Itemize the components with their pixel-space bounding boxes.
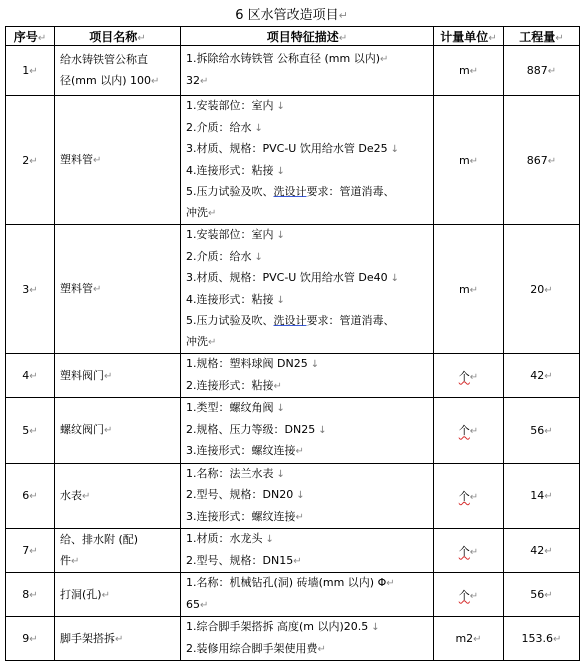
cell-qty bbox=[504, 96, 580, 225]
desc-line bbox=[186, 398, 433, 420]
seq-text: 6 bbox=[22, 489, 30, 503]
cell-seq bbox=[6, 463, 55, 529]
seq-text: 5 bbox=[22, 423, 30, 437]
desc-text: 3.材质、规格：PVC-U 饮用给水管 De25 bbox=[186, 142, 388, 155]
desc-text: 2.介质：给水 bbox=[186, 120, 252, 134]
desc-text: 要求：管道消毒、 bbox=[306, 314, 395, 327]
paragraph-mark-icon: ↵ bbox=[93, 284, 102, 295]
paragraph-mark-icon: ↵ bbox=[544, 590, 553, 601]
table-row bbox=[6, 225, 580, 354]
cell-name bbox=[55, 617, 181, 661]
desc-line bbox=[186, 161, 433, 183]
seq-text: 2 bbox=[22, 153, 30, 167]
unit-text: m bbox=[458, 153, 470, 167]
name-line: 塑料阀门↵ bbox=[60, 368, 113, 382]
desc-text: 要求：管道消毒、 bbox=[306, 185, 395, 198]
qty-text: 20 bbox=[530, 282, 545, 296]
line-break-arrow-icon: ↓ bbox=[276, 230, 285, 241]
document-title-text: 6 区水管改造项目 bbox=[235, 8, 339, 23]
desc-line bbox=[186, 225, 433, 247]
cell-seq bbox=[6, 529, 55, 573]
paragraph-mark-icon: ↵ bbox=[71, 556, 80, 567]
cell-desc bbox=[181, 96, 434, 225]
name-line: 塑料管↵ bbox=[60, 282, 102, 295]
line-break-arrow-icon: ↓ bbox=[265, 534, 274, 545]
paragraph-mark-icon: ↵ bbox=[469, 66, 479, 77]
document-title bbox=[0, 4, 583, 23]
desc-line bbox=[186, 290, 433, 312]
desc-line bbox=[186, 139, 433, 161]
paragraph-mark-icon: ↵ bbox=[544, 491, 553, 503]
desc-text: 5.压力试验及吹、 bbox=[186, 185, 274, 198]
cell-qty bbox=[504, 46, 580, 96]
cell-unit bbox=[434, 225, 504, 354]
line-break-arrow-icon: ↓ bbox=[254, 251, 263, 263]
cell-seq bbox=[6, 398, 55, 464]
desc-line bbox=[186, 507, 433, 529]
paragraph-mark-icon: ↵ bbox=[29, 546, 38, 557]
cell-seq bbox=[6, 617, 55, 661]
desc-text: 3.连接形式：螺纹连接 bbox=[186, 509, 296, 523]
unit-text: 个 bbox=[458, 424, 470, 438]
line-break-arrow-icon: ↓ bbox=[276, 468, 285, 480]
table-row bbox=[6, 529, 580, 573]
desc-line bbox=[186, 420, 433, 442]
cell-qty bbox=[504, 617, 580, 661]
paragraph-mark-icon: ↵ bbox=[544, 284, 553, 296]
cell-unit bbox=[434, 617, 504, 661]
table-row bbox=[6, 46, 580, 96]
paragraph-mark-icon: ↵ bbox=[200, 75, 209, 87]
line-break-arrow-icon: ↓ bbox=[310, 359, 320, 370]
paragraph-mark-icon: ↵ bbox=[544, 425, 553, 437]
seq-text: 4 bbox=[22, 369, 30, 382]
desc-line bbox=[186, 203, 433, 225]
desc-text: 2.型号、规格：DN20 bbox=[186, 488, 294, 501]
line-break-arrow-icon: ↓ bbox=[371, 622, 380, 633]
paragraph-mark-icon: ↵ bbox=[469, 284, 479, 296]
desc-line bbox=[186, 354, 433, 376]
desc-line bbox=[186, 49, 433, 71]
paragraph-mark-icon: ↵ bbox=[29, 155, 38, 167]
table-row bbox=[6, 573, 580, 617]
project-table bbox=[5, 26, 580, 661]
table-body bbox=[6, 46, 580, 661]
paragraph-mark-icon: ↵ bbox=[29, 590, 38, 601]
paragraph-mark-icon: ↵ bbox=[29, 371, 38, 382]
cell-seq bbox=[6, 46, 55, 96]
paragraph-mark-icon: ↵ bbox=[29, 491, 38, 503]
cell-seq bbox=[6, 573, 55, 617]
line-break-arrow-icon: ↓ bbox=[318, 424, 327, 436]
qty-text: 153.6 bbox=[521, 632, 554, 645]
qty-text: 42 bbox=[530, 544, 545, 557]
line-break-arrow-icon: ↓ bbox=[276, 101, 285, 112]
table-row bbox=[6, 617, 580, 661]
cell-unit bbox=[434, 398, 504, 464]
desc-text: 1.名称：法兰水表 bbox=[186, 466, 274, 480]
paragraph-mark-icon: ↵ bbox=[93, 155, 102, 166]
paragraph-mark-icon: ↵ bbox=[208, 336, 217, 348]
paragraph-mark-icon: ↵ bbox=[208, 207, 217, 219]
cell-desc bbox=[181, 354, 434, 398]
desc-line bbox=[186, 311, 433, 332]
desc-text: 4.连接形式：粘接 bbox=[186, 292, 274, 306]
desc-text: 65 bbox=[186, 597, 200, 611]
desc-line bbox=[186, 485, 433, 507]
desc-text: 1.安装部位：室内 bbox=[186, 99, 274, 112]
desc-line bbox=[186, 464, 433, 486]
line-break-arrow-icon: ↓ bbox=[296, 490, 305, 501]
header-desc: 项目特征描述↵ bbox=[181, 27, 434, 46]
table-row bbox=[6, 96, 580, 225]
desc-text-underlined: 洗设计 bbox=[273, 185, 307, 198]
desc-text: 2.装修用综合脚手架使用费 bbox=[186, 641, 318, 655]
name-line: 给水铸铁管公称直 bbox=[60, 53, 148, 66]
qty-text: 56 bbox=[530, 423, 545, 437]
desc-text: 3.连接形式：螺纹连接 bbox=[186, 444, 296, 457]
table-header-row bbox=[6, 27, 580, 46]
seq-text: 3 bbox=[22, 282, 30, 296]
desc-line bbox=[186, 268, 433, 290]
desc-line bbox=[186, 182, 433, 203]
cell-name bbox=[55, 96, 181, 225]
desc-text: 32 bbox=[186, 73, 200, 87]
paragraph-mark-icon: ↵ bbox=[547, 66, 557, 77]
paragraph-mark-icon: ↵ bbox=[293, 555, 302, 567]
paragraph-mark-icon: ↵ bbox=[469, 546, 479, 558]
seq-text: 8 bbox=[22, 588, 30, 601]
paragraph-mark-icon: ↵ bbox=[29, 634, 38, 645]
desc-line bbox=[186, 441, 433, 463]
desc-text: 3.材质、规格：PVC-U 饮用给水管 De40 bbox=[186, 271, 388, 284]
cell-unit bbox=[434, 573, 504, 617]
cell-seq bbox=[6, 96, 55, 225]
cell-unit bbox=[434, 46, 504, 96]
desc-text: 1.材质：水龙头 bbox=[186, 532, 263, 545]
paragraph-mark-icon: ↵ bbox=[104, 425, 113, 437]
qty-text: 56 bbox=[530, 588, 545, 601]
line-break-arrow-icon: ↓ bbox=[390, 273, 399, 284]
unit-text: m2 bbox=[455, 632, 474, 645]
desc-line bbox=[186, 96, 433, 118]
paragraph-mark-icon: ↵ bbox=[473, 634, 482, 645]
cell-qty bbox=[504, 354, 580, 398]
cell-qty bbox=[504, 529, 580, 573]
table-row bbox=[6, 354, 580, 398]
desc-line bbox=[186, 595, 433, 617]
paragraph-mark-icon: ↵ bbox=[469, 426, 479, 438]
cell-seq bbox=[6, 225, 55, 354]
paragraph-mark-icon: ↵ bbox=[338, 9, 348, 22]
line-break-arrow-icon: ↓ bbox=[276, 294, 285, 306]
cell-desc bbox=[181, 573, 434, 617]
desc-text: 2.规格、压力等级：DN25 bbox=[186, 422, 316, 436]
paragraph-mark-icon: ↵ bbox=[386, 578, 395, 589]
name-line: 水表↵ bbox=[60, 488, 91, 502]
cell-unit bbox=[434, 529, 504, 573]
paragraph-mark-icon: ↵ bbox=[469, 155, 479, 167]
cell-qty bbox=[504, 398, 580, 464]
header-qty: 工程量↵ bbox=[504, 27, 580, 46]
desc-text: 2.介质：给水 bbox=[186, 249, 252, 263]
paragraph-mark-icon: ↵ bbox=[104, 370, 113, 382]
name-line: 件↵ bbox=[60, 554, 80, 567]
desc-line bbox=[186, 247, 433, 269]
table-row bbox=[6, 398, 580, 464]
desc-text: 冲洗 bbox=[186, 334, 208, 348]
cell-name bbox=[55, 529, 181, 573]
qty-text: 14 bbox=[530, 489, 545, 503]
cell-desc bbox=[181, 398, 434, 464]
cell-qty bbox=[504, 573, 580, 617]
name-line: 径(mm 以内) 100↵ bbox=[60, 74, 160, 87]
desc-line bbox=[186, 118, 433, 140]
cell-name bbox=[55, 225, 181, 354]
qty-text: 867 bbox=[526, 153, 548, 167]
table-row bbox=[6, 463, 580, 529]
paragraph-mark-icon: ↵ bbox=[317, 643, 326, 655]
cell-name bbox=[55, 354, 181, 398]
desc-line bbox=[186, 639, 433, 661]
line-break-arrow-icon: ↓ bbox=[254, 122, 263, 134]
line-break-arrow-icon: ↓ bbox=[390, 144, 399, 155]
desc-line bbox=[186, 332, 433, 354]
desc-text: 冲洗 bbox=[186, 205, 208, 219]
paragraph-mark-icon: ↵ bbox=[547, 155, 557, 167]
paragraph-mark-icon: ↵ bbox=[380, 54, 389, 65]
paragraph-mark-icon: ↵ bbox=[469, 491, 479, 503]
desc-text: 2.连接形式：粘接 bbox=[186, 378, 274, 392]
paragraph-mark-icon: ↵ bbox=[29, 66, 38, 77]
cell-name bbox=[55, 46, 181, 96]
paragraph-mark-icon: ↵ bbox=[295, 446, 304, 457]
desc-line bbox=[186, 529, 433, 551]
cell-name bbox=[55, 463, 181, 529]
paragraph-mark-icon: ↵ bbox=[29, 284, 38, 296]
desc-text: 4.连接形式：粘接 bbox=[186, 163, 274, 177]
paragraph-mark-icon: ↵ bbox=[200, 599, 209, 611]
cell-name bbox=[55, 573, 181, 617]
cell-desc bbox=[181, 46, 434, 96]
unit-text: m bbox=[458, 282, 470, 296]
header-unit: 计量单位↵ bbox=[434, 27, 504, 46]
paragraph-mark-icon: ↵ bbox=[29, 425, 38, 437]
desc-text: 1.名称：机械钻孔(洞) 砖墙(mm 以内) Φ bbox=[186, 576, 387, 589]
line-break-arrow-icon: ↓ bbox=[276, 165, 285, 177]
unit-text: 个 bbox=[458, 369, 470, 383]
cell-name bbox=[55, 398, 181, 464]
header-name: 项目名称↵ bbox=[55, 27, 181, 46]
name-line: 螺纹阀门↵ bbox=[60, 423, 113, 437]
desc-text: 1.安装部位：室内 bbox=[186, 228, 274, 241]
cell-qty bbox=[504, 225, 580, 354]
paragraph-mark-icon: ↵ bbox=[544, 546, 553, 557]
paragraph-mark-icon: ↵ bbox=[469, 371, 479, 383]
desc-text: 1.拆除给水铸铁管 公称直径 (mm 以内) bbox=[186, 52, 380, 65]
desc-text: 1.类型：螺纹角阀 bbox=[186, 401, 274, 414]
unit-text: 个 bbox=[458, 544, 470, 558]
line-break-arrow-icon: ↓ bbox=[276, 403, 285, 414]
desc-line bbox=[186, 551, 433, 573]
desc-text: 1.规格：塑料球阀 DN25 bbox=[186, 357, 308, 370]
cell-desc bbox=[181, 225, 434, 354]
desc-text: 2.型号、规格：DN15 bbox=[186, 553, 294, 567]
desc-line bbox=[186, 71, 433, 93]
paragraph-mark-icon: ↵ bbox=[82, 490, 91, 502]
unit-text: 个 bbox=[458, 588, 470, 602]
unit-text: m bbox=[458, 64, 470, 77]
desc-text-underlined: 洗设计 bbox=[273, 314, 307, 327]
qty-text: 42 bbox=[530, 369, 545, 382]
header-seq: 序号↵ bbox=[6, 27, 55, 46]
desc-text: 5.压力试验及吹、 bbox=[186, 314, 274, 327]
cell-desc bbox=[181, 463, 434, 529]
name-line: 脚手架搭拆↵ bbox=[60, 631, 124, 645]
desc-line bbox=[186, 573, 433, 595]
desc-text: 1.综合脚手架搭拆 高度(m 以内)20.5 bbox=[186, 620, 369, 633]
cell-unit bbox=[434, 354, 504, 398]
name-line: 给、排水附 (配) bbox=[60, 533, 139, 546]
paragraph-mark-icon: ↵ bbox=[544, 371, 553, 382]
desc-line bbox=[186, 617, 433, 639]
name-line: 塑料管↵ bbox=[60, 153, 102, 166]
paragraph-mark-icon: ↵ bbox=[101, 589, 110, 601]
seq-text: 9 bbox=[22, 632, 30, 645]
paragraph-mark-icon: ↵ bbox=[115, 633, 124, 645]
cell-desc bbox=[181, 529, 434, 573]
cell-qty bbox=[504, 463, 580, 529]
paragraph-mark-icon: ↵ bbox=[469, 590, 479, 602]
cell-unit bbox=[434, 463, 504, 529]
name-line: 打洞(孔)↵ bbox=[60, 587, 110, 601]
paragraph-mark-icon: ↵ bbox=[273, 380, 282, 392]
cell-desc bbox=[181, 617, 434, 661]
qty-text: 887 bbox=[526, 64, 548, 77]
paragraph-mark-icon: ↵ bbox=[295, 511, 304, 523]
seq-text: 7 bbox=[22, 544, 30, 557]
paragraph-mark-icon: ↵ bbox=[151, 76, 160, 87]
unit-text: 个 bbox=[458, 489, 470, 503]
paragraph-mark-icon: ↵ bbox=[553, 634, 562, 645]
cell-unit bbox=[434, 96, 504, 225]
cell-seq bbox=[6, 354, 55, 398]
desc-line bbox=[186, 376, 433, 398]
seq-text: 1 bbox=[22, 64, 30, 77]
